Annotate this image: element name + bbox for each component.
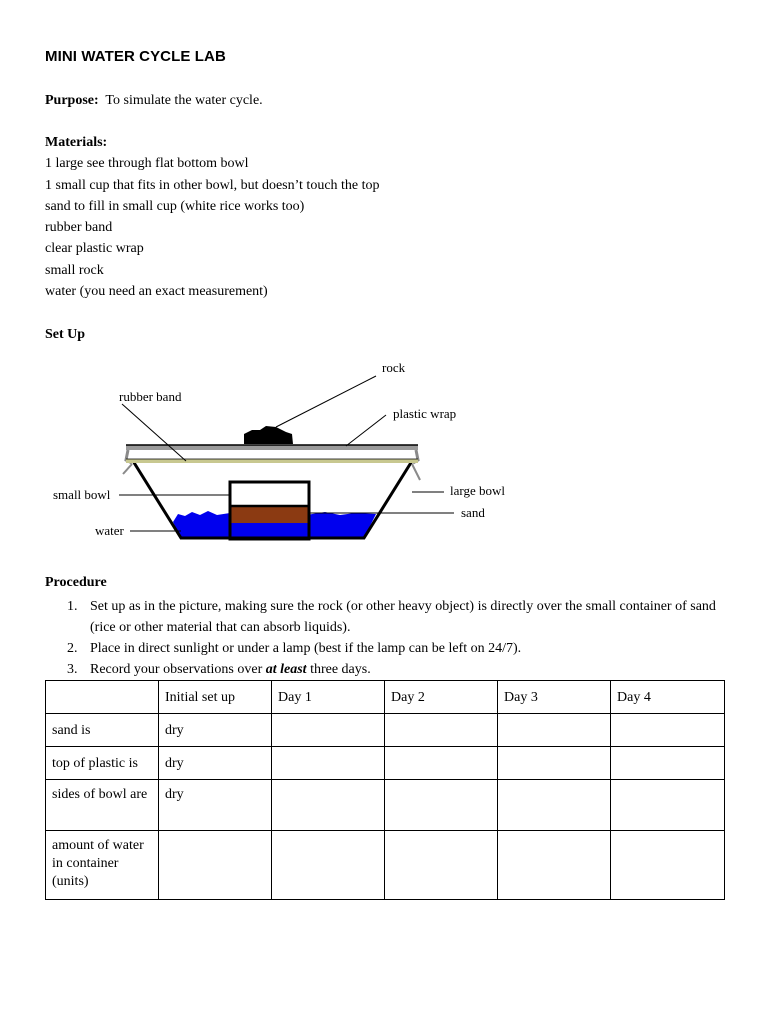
table-cell: sides of bowl are	[46, 780, 159, 831]
table-cell[interactable]	[498, 747, 611, 780]
table-cell[interactable]	[385, 831, 498, 900]
material-item: small rock	[45, 263, 104, 278]
label-rock: rock	[382, 360, 406, 375]
table-cell[interactable]	[385, 747, 498, 780]
purpose-label: Purpose:	[45, 93, 99, 108]
material-item: 1 small cup that fits in other bowl, but doesn’t touch the top	[45, 178, 380, 193]
table-cell: amount of water in container (units)	[46, 831, 159, 900]
setup-diagram	[40, 350, 540, 555]
procedure-step: 1. Set up as in the picture, making sure the rock (or other heavy object) is directly over the small container of sand (rice or other material that can absorb liquids).	[67, 599, 716, 635]
material-item: clear plastic wrap	[45, 241, 144, 256]
material-item: 1 large see through flat bottom bowl	[45, 156, 249, 171]
table-header-cell: Day 2	[385, 681, 498, 714]
observation-table	[45, 680, 725, 900]
label-plastic-wrap: plastic wrap	[393, 406, 457, 421]
table-cell[interactable]	[611, 831, 725, 900]
table-cell[interactable]	[159, 831, 272, 900]
table-row	[46, 780, 725, 831]
table-cell[interactable]	[498, 831, 611, 900]
material-item: sand to fill in small cup (white rice works too)	[45, 199, 305, 214]
table-cell[interactable]	[272, 831, 385, 900]
purpose-line	[45, 92, 263, 110]
table-row	[46, 747, 725, 780]
procedure-step: 2. Place in direct sunlight or under a lamp (best if the lamp can be left on 24/7).	[67, 641, 522, 656]
table-cell: dry	[159, 780, 272, 831]
table-cell: dry	[159, 714, 272, 747]
table-cell[interactable]	[498, 780, 611, 831]
table-cell: sand is	[46, 714, 159, 747]
table-header-cell: Initial set up	[159, 681, 272, 714]
label-rubber-band: rubber band	[119, 389, 182, 404]
page-title: MINI WATER CYCLE LAB	[45, 48, 226, 65]
setup-heading: Set Up	[45, 327, 86, 342]
procedure-step: 3. Record your observations over at least three days.	[67, 662, 371, 677]
table-cell[interactable]	[272, 780, 385, 831]
table-row	[46, 714, 725, 747]
material-item: water (you need an exact measurement)	[45, 284, 268, 299]
table-cell[interactable]	[272, 714, 385, 747]
table-cell[interactable]	[611, 714, 725, 747]
label-water: water	[95, 523, 124, 538]
table-cell[interactable]	[611, 747, 725, 780]
materials-heading: Materials:	[45, 135, 108, 150]
purpose-text: To simulate the water cycle.	[105, 93, 263, 108]
procedure-list	[45, 596, 735, 680]
rock-shape	[244, 426, 293, 444]
procedure-heading: Procedure	[45, 575, 107, 590]
table-header-row	[46, 681, 725, 714]
table-cell[interactable]	[611, 780, 725, 831]
label-sand: sand	[461, 505, 485, 520]
table-header-cell: Day 4	[611, 681, 725, 714]
table-header-cell	[46, 681, 159, 714]
label-small-bowl: small bowl	[53, 487, 111, 502]
table-cell: dry	[159, 747, 272, 780]
material-item: rubber band	[45, 220, 113, 235]
table-row	[46, 831, 725, 900]
table-header-cell: Day 1	[272, 681, 385, 714]
rubber-band-shape	[126, 459, 418, 463]
table-cell[interactable]	[498, 714, 611, 747]
label-large-bowl: large bowl	[450, 483, 505, 498]
table-header-cell: Day 3	[498, 681, 611, 714]
table-cell[interactable]	[272, 747, 385, 780]
table-cell: top of plastic is	[46, 747, 159, 780]
table-cell[interactable]	[385, 714, 498, 747]
table-cell[interactable]	[385, 780, 498, 831]
